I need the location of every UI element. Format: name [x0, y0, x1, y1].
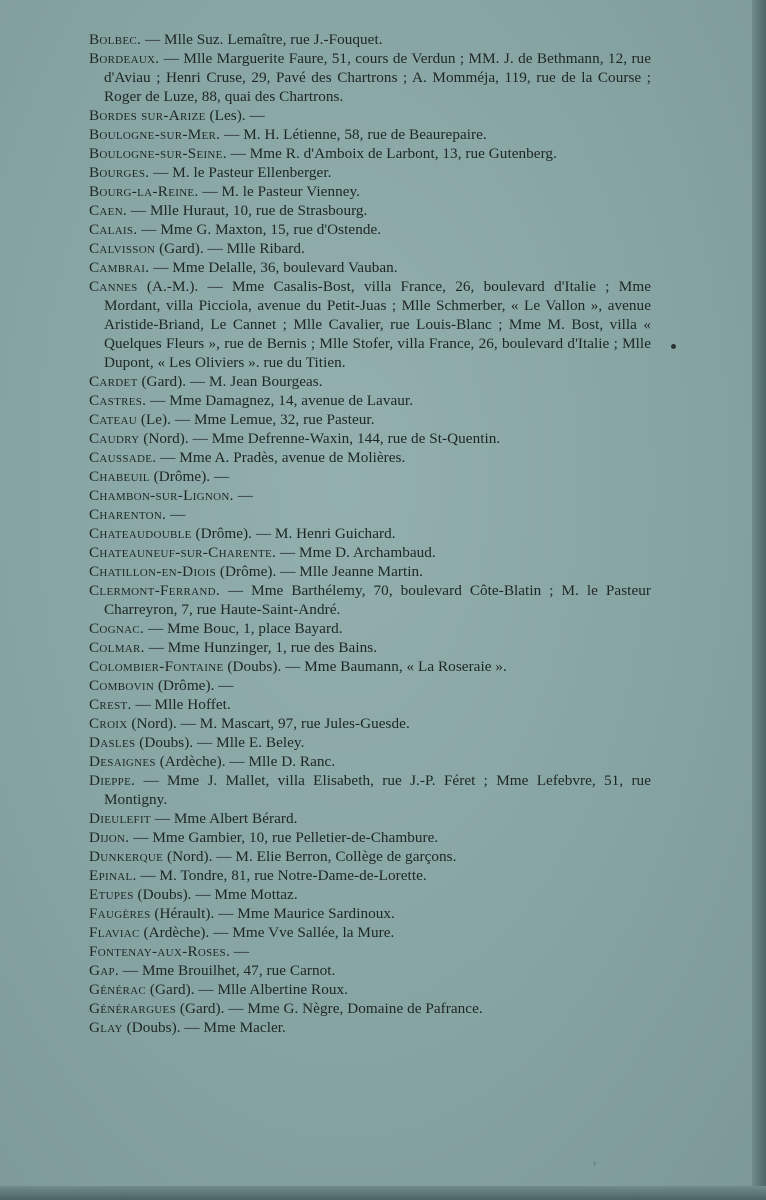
directory-entry: [89, 220, 651, 239]
directory-entry: [89, 809, 651, 828]
directory-entry: [89, 904, 651, 923]
directory-entry: [89, 106, 651, 125]
entry-place-name: Chatillon-en-Diois: [89, 563, 217, 580]
entry-details: (A.-M.). — Mme Casalis-Bost, villa France, 26, boulevard d'Italie ; Mme Mordant, villa Picciola, avenue du Petit-Juas ; Mlle Schmerber, « Le Vallon », avenue Aristide-Briand, Le Cannet ; Mlle Cavalier, rue Louis-Blanc ; Mme M. Bost, villa « Quelques Fleurs », rue de Bernis ; Mlle Stofer, villa France, 26, boulevard d'Italie ; Mlle Dupont, « Les Oliviers ». rue du Titien.: [104, 278, 651, 371]
entry-details: — Mme D. Archambaud.: [276, 544, 436, 561]
entry-details: — Mme Gambier, 10, rue Pelletier-de-Chambure.: [129, 829, 439, 846]
entry-details: (Doubs). — Mme Macler.: [122, 1019, 286, 1036]
entry-details: — M. H. Létienne, 58, rue de Beaurepaire.: [220, 126, 487, 143]
entry-place-name: Faugères: [89, 905, 151, 922]
entry-place-name: Gap.: [89, 962, 120, 979]
directory-entry: [89, 144, 651, 163]
entry-details: (Gard). — Mme G. Nègre, Domaine de Pafrance.: [176, 1000, 483, 1017]
entry-details: (Le). — Mme Lemue, 32, rue Pasteur.: [136, 411, 375, 428]
entry-place-name: Boulogne-sur-Mer.: [89, 126, 221, 143]
entry-details: (Les). —: [205, 107, 265, 124]
entry-details: — M. le Pasteur Ellenberger.: [149, 164, 332, 181]
directory-entry: [89, 429, 651, 448]
entry-details: — Mme Damagnez, 14, avenue de Lavaur.: [146, 392, 414, 409]
entry-place-name: Cardet: [89, 373, 138, 390]
entry-place-name: Bordes sur-Arize: [89, 107, 206, 124]
directory-entry: [89, 771, 651, 809]
entry-details: — Mme A. Pradès, avenue de Molières.: [156, 449, 406, 466]
entry-place-name: Cognac.: [89, 620, 145, 637]
entry-place-name: Cateau: [89, 411, 137, 428]
entry-details: (Nord). — M. Elie Berron, Collège de garçons.: [163, 848, 457, 865]
directory-entry: [89, 619, 651, 638]
directory-entry: [89, 410, 651, 429]
entry-details: — M. le Pasteur Vienney.: [198, 183, 361, 200]
directory-entry: [89, 391, 651, 410]
entry-details: (Gard). — Mlle Ribard.: [155, 240, 305, 257]
directory-entry: [89, 1018, 651, 1037]
entry-details: — Mlle Suz. Lemaître, rue J.-Fouquet.: [141, 31, 383, 48]
directory-entry: [89, 999, 651, 1018]
entry-details: — Mme Barthélemy, 70, boulevard Côte-Blatin ; M. le Pasteur Charreyron, 7, rue Haute-Saint-André.: [104, 582, 651, 618]
entry-details: — Mme Brouilhet, 47, rue Carnot.: [119, 962, 336, 979]
directory-entry: [89, 163, 651, 182]
entry-place-name: Bolbec.: [89, 31, 142, 48]
entry-place-name: Chateauneuf-sur-Charente.: [89, 544, 277, 561]
entry-place-name: Chateaudouble: [89, 525, 192, 542]
entry-details: (Doubs). — Mme Baumann, « La Roseraie ».: [223, 658, 507, 675]
entry-details: (Gard). — Mlle Albertine Roux.: [146, 981, 348, 998]
directory-entry: [89, 505, 651, 524]
entry-details: — Mlle Hoffet.: [131, 696, 231, 713]
entry-details: — Mme R. d'Amboix de Larbont, 13, rue Gutenberg.: [226, 145, 557, 162]
entry-details: —: [230, 943, 250, 960]
entry-place-name: Boulogne-sur-Seine.: [89, 145, 227, 162]
directory-entry: [89, 30, 651, 49]
entry-details: (Gard). — M. Jean Bourgeas.: [137, 373, 323, 390]
directory-entry: [89, 866, 651, 885]
entry-place-name: Cambrai.: [89, 259, 150, 276]
entry-place-name: Générargues: [89, 1000, 176, 1017]
entry-details: (Drôme). —: [154, 677, 234, 694]
entry-details: (Drôme). —: [149, 468, 230, 485]
directory-entry: [89, 657, 651, 676]
entry-details: — Mme Hunzinger, 1, rue des Bains.: [144, 639, 378, 656]
entry-details: (Nord). — M. Mascart, 97, rue Jules-Guesde.: [127, 715, 410, 732]
directory-entry: [89, 543, 651, 562]
entry-place-name: Générac: [89, 981, 147, 998]
directory-entry: [89, 885, 651, 904]
entry-place-name: Cannes: [89, 278, 138, 295]
directory-entry: [89, 49, 651, 106]
address-list: [89, 30, 651, 1037]
entry-details: —: [233, 487, 253, 504]
directory-entry: [89, 125, 651, 144]
entry-place-name: Fontenay-aux-Roses.: [89, 943, 231, 960]
entry-place-name: Calais.: [89, 221, 138, 238]
entry-details: (Nord). — Mme Defrenne-Waxin, 144, rue de St-Quentin.: [139, 430, 501, 447]
page-edge-shadow-right: [752, 0, 766, 1200]
page-edge-shadow-bottom: [0, 1186, 766, 1200]
entry-place-name: Dijon.: [89, 829, 130, 846]
entry-place-name: Glay: [89, 1019, 123, 1036]
directory-entry: [89, 201, 651, 220]
entry-details: — Mme G. Maxton, 15, rue d'Ostende.: [137, 221, 382, 238]
directory-entry: [89, 467, 651, 486]
directory-entry: [89, 733, 651, 752]
entry-place-name: Dasles: [89, 734, 136, 751]
entry-details: — Mme Albert Bérard.: [150, 810, 298, 827]
directory-entry: [89, 980, 651, 999]
entry-details: — Mme Bouc, 1, place Bayard.: [144, 620, 343, 637]
entry-place-name: Castres.: [89, 392, 147, 409]
entry-place-name: Colmar.: [89, 639, 145, 656]
directory-entry: [89, 714, 651, 733]
entry-place-name: Chabeuil: [89, 468, 150, 485]
directory-entry: [89, 486, 651, 505]
directory-entry: [89, 581, 651, 619]
directory-entry: [89, 524, 651, 543]
directory-entry: [89, 828, 651, 847]
entry-place-name: Calvisson: [89, 240, 156, 257]
directory-entry: [89, 372, 651, 391]
entry-place-name: Dieppe.: [89, 772, 136, 789]
directory-entry: [89, 847, 651, 866]
directory-entry: [89, 752, 651, 771]
page-mark: ›: [593, 1158, 597, 1169]
directory-entry: [89, 277, 651, 372]
entry-details: — M. Tondre, 81, rue Notre-Dame-de-Lorette.: [136, 867, 427, 884]
directory-entry: [89, 182, 651, 201]
entry-place-name: Caudry: [89, 430, 140, 447]
directory-entry: [89, 961, 651, 980]
directory-entry: [89, 448, 651, 467]
directory-entry: [89, 942, 651, 961]
entry-place-name: Charenton.: [89, 506, 167, 523]
entry-details: —: [166, 506, 186, 523]
entry-details: (Hérault). — Mme Maurice Sardinoux.: [150, 905, 395, 922]
entry-details: — Mlle Huraut, 10, rue de Strasbourg.: [127, 202, 368, 219]
entry-details: (Ardèche). — Mme Vve Sallée, la Mure.: [139, 924, 395, 941]
entry-details: — Mme Delalle, 36, boulevard Vauban.: [149, 259, 398, 276]
entry-place-name: Dunkerque: [89, 848, 164, 865]
entry-place-name: Bourges.: [89, 164, 150, 181]
ink-speck: [671, 344, 676, 349]
entry-place-name: Caen.: [89, 202, 128, 219]
directory-entry: [89, 676, 651, 695]
entry-details: — Mme J. Mallet, villa Elisabeth, rue J.-P. Féret ; Mme Lefebvre, 51, rue Montigny.: [104, 772, 651, 808]
entry-details: (Doubs). — Mlle E. Beley.: [135, 734, 305, 751]
entry-details: (Drôme). — Mlle Jeanne Martin.: [216, 563, 423, 580]
entry-details: (Ardèche). — Mlle D. Ranc.: [155, 753, 336, 770]
entry-place-name: Bourg-la-Reine.: [89, 183, 199, 200]
entry-place-name: Chambon-sur-Lignon.: [89, 487, 234, 504]
entry-details: (Drôme). — M. Henri Guichard.: [191, 525, 396, 542]
entry-place-name: Bordeaux.: [89, 50, 160, 67]
entry-place-name: Desaignes: [89, 753, 156, 770]
directory-entry: [89, 638, 651, 657]
entry-place-name: Crest.: [89, 696, 132, 713]
entry-place-name: Etupes: [89, 886, 134, 903]
directory-entry: [89, 695, 651, 714]
entry-details: (Doubs). — Mme Mottaz.: [133, 886, 298, 903]
entry-details: — Mlle Marguerite Faure, 51, cours de Verdun ; MM. J. de Bethmann, 12, rue d'Aviau ; Henri Cruse, 29, Pavé des Chartrons ; A. Momméja, 119, rue de la Course ; Roger de Luze, 88, quai des Chartrons.: [104, 50, 651, 105]
entry-place-name: Combovin: [89, 677, 155, 694]
entry-place-name: Dieulefit: [89, 810, 151, 827]
entry-place-name: Epinal.: [89, 867, 137, 884]
entry-place-name: Colombier-Fontaine: [89, 658, 224, 675]
entry-place-name: Caussade.: [89, 449, 157, 466]
entry-place-name: Flaviac: [89, 924, 140, 941]
directory-entry: [89, 239, 651, 258]
entry-place-name: Croix: [89, 715, 128, 732]
entry-place-name: Clermont-Ferrand.: [89, 582, 220, 599]
directory-entry: [89, 562, 651, 581]
directory-entry: [89, 258, 651, 277]
directory-entry: [89, 923, 651, 942]
